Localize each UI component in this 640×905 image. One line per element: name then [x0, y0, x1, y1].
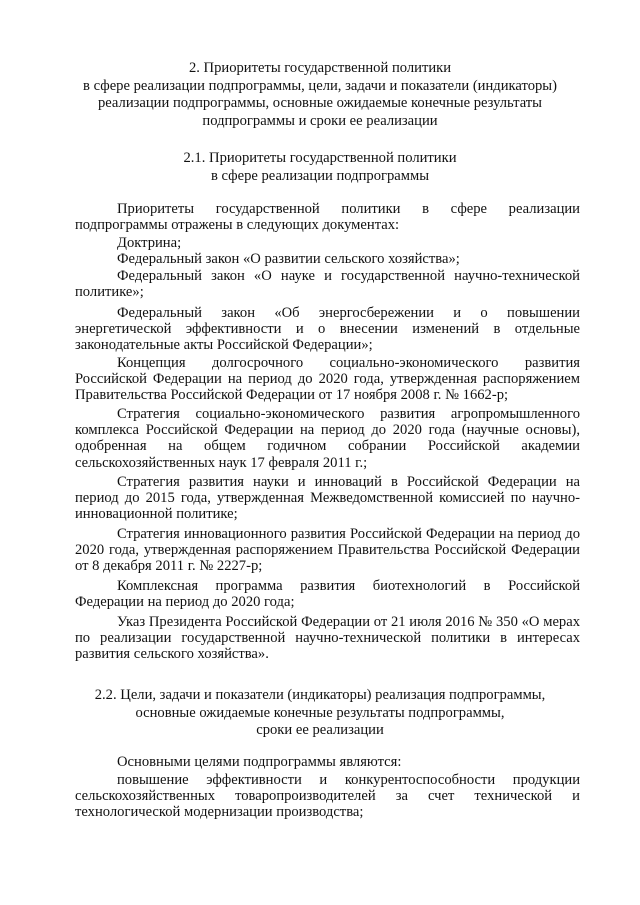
section-2-heading: 2. Приоритеты государственной политики в сфере реализации подпрограммы, цели, задачи и показатели (индикаторы) реализации подпрограммы, основные ожидаемые конечные результаты подпрограммы и сроки ее реализации [83, 60, 557, 129]
paragraph-concept-2020: Концепция долгосрочного социально-экономического развития Российской Федерации на период до 2020 года, утвержденная распоряжением Правительства Российской Федерации от 17 ноября 2008 г. № 1662-р; [75, 355, 580, 404]
paragraph-strategy-science: Стратегия развития науки и инноваций в Российской Федерации на период до 2015 года, утвержденная Межведомственной комиссией по научно-инновационной политике; [75, 474, 580, 523]
section-2-1-heading: 2.1. Приоритеты государственной политики в сфере реализации подпрограммы [183, 150, 457, 184]
paragraph-strategy-agro: Стратегия социально-экономического развития агропромышленного комплекса Российской Федерации на период до 2020 года (научные основы), одобренная на общем годичном собрании Российской академии сельскохозяйственных наук 17 февраля 2011 г.; [75, 406, 580, 471]
paragraph-goal-efficiency: повышение эффективности и конкурентоспособности продукции сельскохозяйственных товаропроизводителей за счет технической и технологической модернизации производства; [75, 772, 580, 821]
paragraph-presidential-decree: Указ Президента Российской Федерации от 21 июля 2016 № 350 «О мерах по реализации государственной научно-технической политики в интересах развития сельского хозяйства». [75, 614, 580, 663]
paragraph-law-agriculture: Федеральный закон «О развитии сельского хозяйства»; [117, 251, 460, 267]
section-2-2-heading: 2.2. Цели, задачи и показатели (индикаторы) реализация подпрограммы, основные ожидаемые конечные результаты подпрограммы, сроки ее реализации [94, 687, 546, 738]
paragraph-biotech-program: Комплексная программа развития биотехнологий в Российской Федерации на период до 2020 года; [75, 578, 580, 611]
paragraph-law-science: Федеральный закон «О науке и государственной научно-технической политике»; [75, 268, 580, 301]
paragraph-law-energy: Федеральный закон «Об энергосбережении и о повышении энергетической эффективности и о внесении изменений в отдельные законодательные акты Российской Федерации»; [75, 305, 580, 354]
paragraph-strategy-innovation: Стратегия инновационного развития Российской Федерации на период до 2020 года, утвержденная распоряжением Правительства Российской Федерации от 8 декабря 2011 г. № 2227-р; [75, 526, 580, 575]
paragraph-doctrine: Доктрина; [117, 235, 182, 251]
paragraph-goals-intro: Основными целями подпрограммы являются: [117, 754, 402, 770]
paragraph-priorities-intro: Приоритеты государственной политики в сфере реализации подпрограммы отражены в следующих документах: [75, 201, 580, 234]
